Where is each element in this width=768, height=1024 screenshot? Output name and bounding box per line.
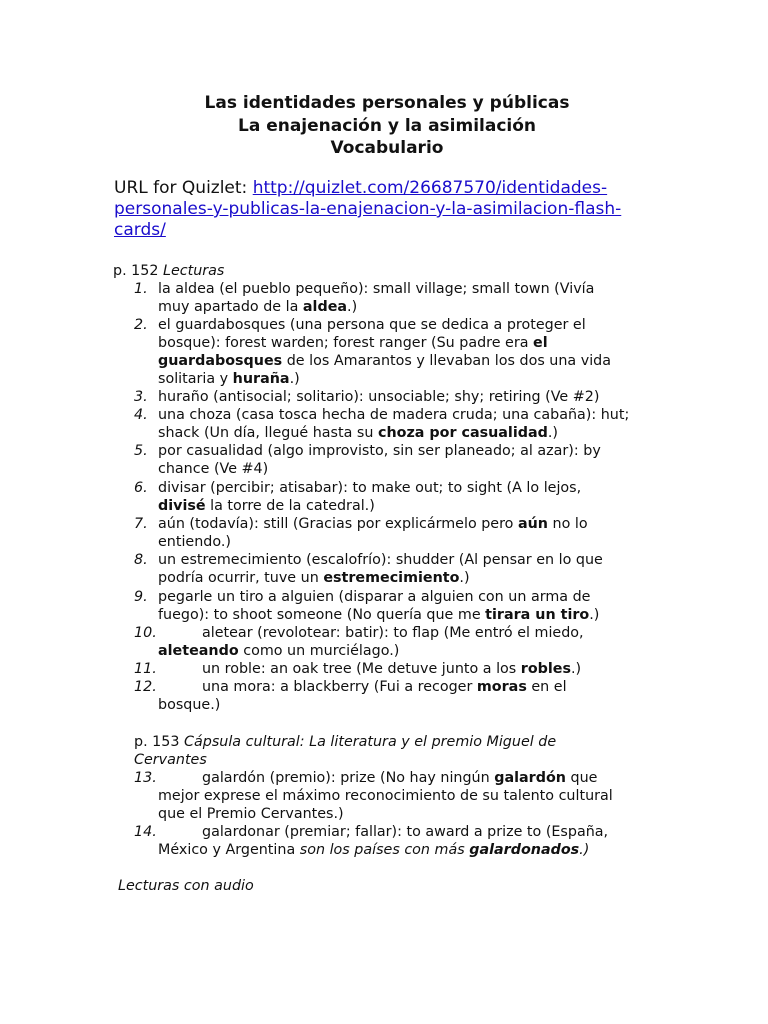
vocab-item-text [158,624,584,660]
vocab-item-text [158,678,567,714]
vocab-term-bold: divisé [158,498,206,514]
vocab-text: el guardabosques (una persona que se dedica a proteger el [158,317,586,333]
vocab-text: que el Premio Cervantes.) [158,806,344,822]
vocab-text: muy apartado de la [158,299,303,315]
vocab-text: México y Argentina [158,842,300,858]
footer-lecturas-audio: Lecturas con audio [118,878,254,894]
vocab-term-bold: huraña [232,371,290,387]
vocab-item-line [158,660,581,678]
vocab-item-number: 8. [134,552,148,568]
vocab-term-bold: aún [517,516,548,532]
vocab-text: fuego): to shoot someone (No quería que me [158,607,486,623]
vocab-term-bold: galardón [494,770,566,786]
quizlet-link-line-3[interactable]: cards/ [114,220,166,240]
vocab-text: un estremecimiento (escalofrío): shudder (Al pensar en lo que [158,552,603,568]
quizlet-link-line-2[interactable]: personales-y-publicas-la-enajenacion-y-la-asimilacion-flash- [114,199,622,219]
vocab-text: de los Amarantos y llevaban los dos una vida [282,353,612,369]
vocab-item-line [158,533,588,551]
vocab-item-line [158,606,599,624]
vocab-term-bold: aleteando [158,643,239,659]
vocab-item-text [158,515,588,551]
vocab-item-line [158,479,581,497]
vocab-term-bold: el [533,335,548,351]
vocab-item-line [158,280,594,298]
vocab-text: no lo [547,516,588,532]
vocab-term-bold: estremecimiento [323,570,460,586]
section-title: Lecturas [163,263,225,279]
vocab-item-number: 5. [134,443,148,459]
vocab-item-line [158,460,601,478]
vocab-text: en el [526,679,567,695]
vocab-item-line [158,551,603,569]
vocab-text: pegarle un tiro a alguien (disparar a alguien con un arma de [158,589,591,605]
section-heading-lecturas [113,262,224,280]
vocab-text: .) [589,607,600,623]
vocab-term-bold: moras [476,679,527,695]
vocab-term-bold: aldea [302,299,348,315]
vocab-item-line [158,352,611,370]
vocab-item-line [158,624,584,642]
vocab-text: la torre de la catedral.) [205,498,375,514]
vocab-text: .) [547,425,558,441]
vocab-text: son los países con más [299,842,470,858]
vocab-text: la aldea (el pueblo pequeño): small village; small town (Vivía [158,281,595,297]
vocab-item-number: 10. [134,625,157,641]
vocab-item-text [158,479,581,515]
vocab-item-number: 4. [134,407,148,423]
vocab-item-line [158,642,584,660]
vocab-item-line [158,823,608,841]
vocab-item-line [158,769,613,787]
vocab-item-text [158,660,581,678]
vocab-text: huraño (antisocial; solitario): unsociable; shy; retiring (Ve #2) [158,389,600,405]
vocab-text: entiendo.) [158,534,231,550]
section-title-cont: Cervantes [134,752,207,768]
title-line-2: La enajenación y la asimilación [237,115,537,136]
vocab-item-line [158,569,603,587]
vocab-item-number: 14. [134,824,157,840]
vocab-item-line [158,696,567,714]
vocab-item-text [158,769,613,823]
vocab-text: .) [459,570,470,586]
vocab-item-text [158,551,603,587]
vocab-item-line [158,424,629,442]
vocab-item-line [158,515,588,533]
document-title-block [0,92,768,160]
vocab-item-line [158,388,599,406]
vocab-text: como un murciélago.) [238,643,400,659]
vocab-item-text [158,316,611,388]
title-line-3: Vocabulario [330,138,444,158]
vocab-item-text [158,388,599,406]
vocab-text: una mora: a blackberry (Fui a recoger [202,679,477,695]
vocab-item-line [158,370,611,388]
vocab-item-line [158,497,581,515]
section-heading-capsula [134,733,556,769]
vocab-item-line [158,678,567,696]
vocab-text: solitaria y [158,371,233,387]
vocab-item-line [158,298,594,316]
vocab-item-number: 1. [134,281,148,297]
vocab-item-number: 3. [134,389,148,405]
title-line-1: Las identidades personales y públicas [204,93,570,113]
url-label: URL for Quizlet: [114,178,253,198]
vocab-term-bold: guardabosques [158,353,283,369]
vocab-text: mejor exprese el máximo reconocimiento de su talento cultural [158,788,613,804]
vocab-item-line [158,334,611,352]
vocab-text: aletear (revolotear: batir): to flap (Me entró el miedo, [202,625,584,641]
section-title: Cápsula cultural: La literatura y el premio Miguel de [184,734,557,750]
vocab-item-number: 11. [134,661,157,677]
vocab-item-text [158,442,601,478]
vocab-item-number: 12. [134,679,157,695]
vocab-text: bosque): forest warden; forest ranger (Su padre era [158,335,534,351]
vocab-item-line [158,442,601,460]
vocab-item-number: 6. [134,480,148,496]
vocab-text: .) [579,842,590,858]
vocab-term-bold: tirara un tiro [485,607,590,623]
vocab-text: podría ocurrir, tuve un [158,570,324,586]
vocab-item-text [158,588,599,624]
vocab-item-text [158,280,594,316]
vocab-item-line [158,316,611,334]
vocab-term-bold: choza por casualidad [377,425,548,441]
vocab-text: un roble: an oak tree (Me detuve junto a los [202,661,521,677]
vocab-item-text [158,406,629,442]
vocab-text: shack (Un día, llegué hasta su [158,425,378,441]
vocab-text: chance (Ve #4) [158,461,269,477]
vocab-item-number: 13. [134,770,157,786]
vocab-item-text [158,823,608,859]
vocab-text: divisar (percibir; atisabar): to make out; to sight (A lo lejos, [158,480,582,496]
section-page-ref: p. 153 [134,734,184,750]
vocab-item-number: 9. [134,589,148,605]
vocab-term-bold: robles [520,661,572,677]
vocab-text: galardonar (premiar; fallar): to award a prize to (España, [202,824,609,840]
vocab-item-line [158,787,613,805]
vocab-text: aún (todavía): still (Gracias por explicármelo pero [158,516,518,532]
vocab-item-line [158,841,608,859]
vocab-text: .) [289,371,300,387]
vocab-text: bosque.) [158,697,221,713]
vocab-item-number: 7. [134,516,148,532]
vocab-text: por casualidad (algo improvisto, sin ser planeado; al azar): by [158,443,601,459]
vocab-item-line [158,588,599,606]
quizlet-url-block [114,178,674,241]
section-page-ref: p. 152 [113,263,163,279]
vocab-text: .) [347,299,358,315]
vocab-text: galardón (premio): prize (No hay ningún [202,770,495,786]
vocab-item-number: 2. [134,317,148,333]
vocab-text: que [565,770,598,786]
vocab-text: .) [571,661,582,677]
vocab-item-line [158,406,629,424]
quizlet-link-line-1[interactable]: http://quizlet.com/26687570/identidades- [252,178,608,198]
vocab-item-line [158,805,613,823]
vocab-term-bold: galardonados [469,842,580,858]
vocab-text: una choza (casa tosca hecha de madera cruda; una cabaña): hut; [158,407,630,423]
